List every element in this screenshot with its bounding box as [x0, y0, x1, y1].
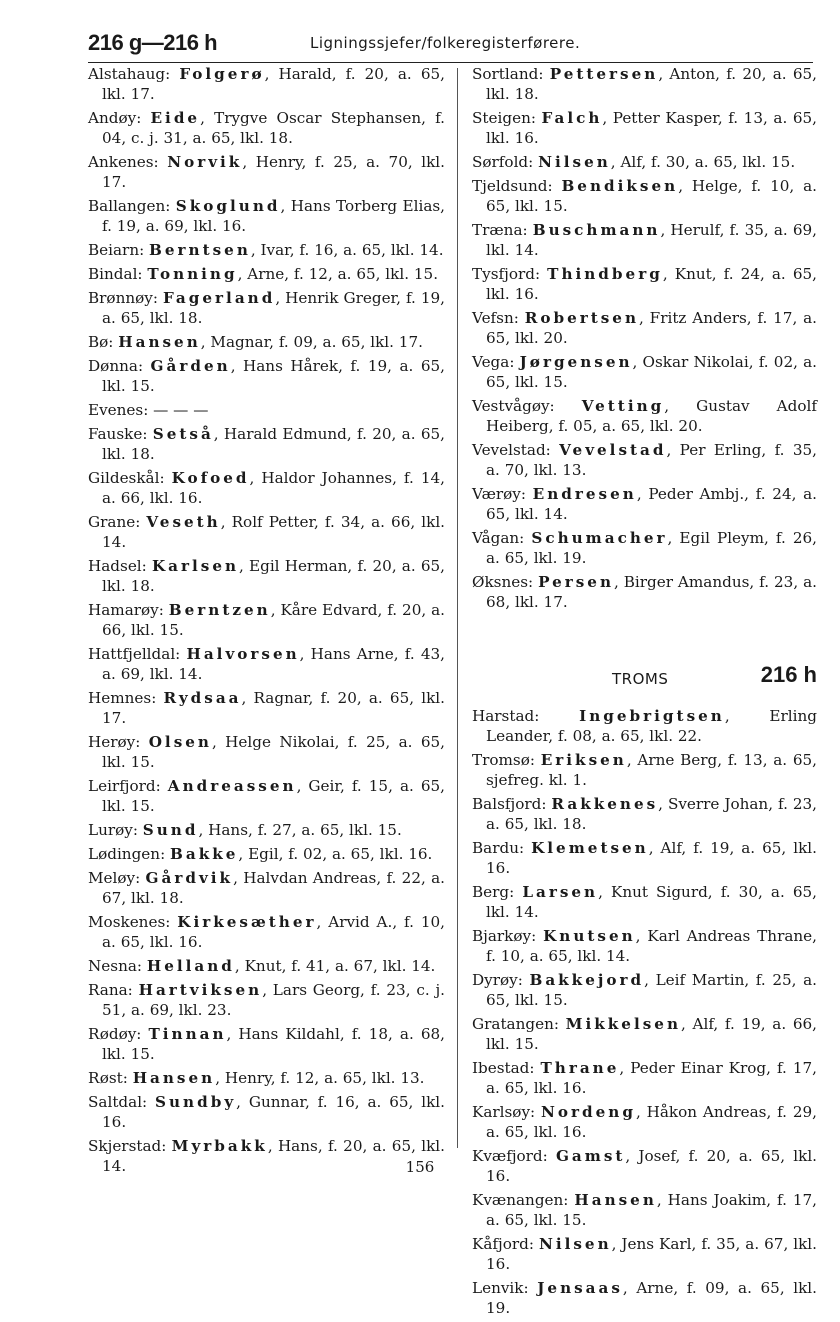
entry-details: , Hans, f. 27, a. 65, lkl. 15. [198, 821, 402, 839]
directory-entry [88, 776, 445, 816]
municipality-label: Brønnøy: [88, 289, 163, 307]
entry-details: , Knut Sigurd, f. 30, a. 65, lkl. 14. [486, 883, 817, 921]
municipality-label: Meløy: [88, 869, 146, 887]
municipality-label: Skjerstad: [88, 1137, 172, 1155]
surname: Karlsen [151, 557, 240, 575]
directory-entry [88, 288, 445, 328]
directory-entry [472, 264, 817, 304]
section-code: 216 g—216 h [88, 30, 218, 55]
page-number: 156 [405, 1158, 435, 1176]
directory-entry [88, 468, 445, 508]
county-title: TROMS [612, 670, 669, 688]
municipality-label: Leirfjord: [88, 777, 168, 795]
surname: Thrane [540, 1059, 620, 1077]
surname: Robertsen [524, 309, 640, 327]
municipality-label: Træna: [472, 221, 533, 239]
directory-entry [472, 838, 817, 878]
municipality-label: Gildeskål: [88, 469, 172, 487]
directory-entry [88, 868, 445, 908]
surname: Sund [142, 821, 199, 839]
directory-entry [472, 108, 817, 148]
entry-details: , Trygve Oscar Stephansen, f. 04, c. j. 31, a. 65, lkl. 18. [102, 109, 445, 147]
surname: Bakkejord [529, 971, 645, 989]
entry-details: , Per Erling, f. 35, a. 70, lkl. 13. [486, 441, 817, 479]
municipality-label: Berg: [472, 883, 523, 901]
surname: Hansen [574, 1191, 657, 1209]
surname: Nilsen [538, 1235, 612, 1253]
surname: Hartviksen [138, 981, 263, 999]
entry-details: , Kåre Edvard, f. 20, a. 66, lkl. 15. [102, 601, 446, 639]
municipality-label: Vega: [472, 353, 520, 371]
entry-details: , Henry, f. 25, a. 70, lkl. 17. [102, 153, 445, 191]
directory-entry [472, 176, 817, 216]
municipality-label: Hattfjelldal: [88, 645, 187, 663]
entry-details: , Hans Hårek, f. 19, a. 65, lkl. 15. [102, 357, 445, 395]
surname: Tonning [147, 265, 238, 283]
entry-details: , Hans Torberg Elias, f. 19, a. 69, lkl. 16. [102, 197, 445, 235]
municipality-label: Bjarkøy: [472, 927, 544, 945]
left-column [88, 64, 445, 1180]
municipality-label: Røst: [88, 1069, 133, 1087]
directory-entry [472, 1234, 817, 1274]
municipality-label: Rana: [88, 981, 139, 999]
municipality-label: Dønna: [88, 357, 151, 375]
entry-details: , Hans Joakim, f. 17, a. 65, lkl. 15. [486, 1191, 817, 1229]
entry-details: , Anton, f. 20, a. 65, lkl. 18. [486, 65, 818, 103]
municipality-label: Herøy: [88, 733, 149, 751]
directory-entry [88, 556, 445, 596]
entry-details: , Ivar, f. 16, a. 65, lkl. 14. [250, 241, 444, 259]
municipality-label: Hemnes: [88, 689, 164, 707]
surname: Gårdvik [145, 869, 234, 887]
surname: Norvik [167, 153, 243, 171]
entry-details: , Fritz Anders, f. 17, a. 65, lkl. 20. [486, 309, 817, 347]
surname: Olsen [148, 733, 212, 751]
surname: Falch [541, 109, 603, 127]
surname: Kofoed [171, 469, 250, 487]
municipality-label: Tjeldsund: [472, 177, 562, 195]
municipality-label: Fauske: [88, 425, 153, 443]
directory-entry [472, 1278, 817, 1318]
municipality-label: Bardu: [472, 839, 532, 857]
surname: Gården [150, 357, 231, 375]
municipality-label: Nesna: [88, 957, 147, 975]
surname: Hansen [132, 1069, 216, 1087]
surname: Jørgensen [519, 353, 633, 371]
directory-entry [88, 152, 445, 192]
directory-entry [88, 240, 445, 260]
surname: Bendiksen [561, 177, 679, 195]
municipality-label: Kvæfjord: [472, 1147, 556, 1165]
entry-details: , Sverre Johan, f. 23, a. 65, lkl. 18. [486, 795, 817, 833]
entry-details: , Peder Einar Krog, f. 17, a. 65, lkl. 16. [486, 1059, 817, 1097]
directory-entry [88, 108, 445, 148]
entry-details: , Henrik Greger, f. 19, a. 65, lkl. 18. [102, 289, 446, 327]
entry-details: , Hans, f. 20, a. 65, lkl. 14. [102, 1137, 445, 1175]
municipality-label: Værøy: [472, 485, 533, 503]
entry-details: , Harald, f. 20, a. 65, lkl. 17. [102, 65, 445, 103]
directory-entry [88, 912, 445, 952]
entry-details: — — — [153, 401, 209, 419]
entry-details: , Arne, f. 09, a. 65, lkl. 19. [486, 1279, 817, 1317]
entry-details: , Hans Kildahl, f. 18, a. 68, lkl. 15. [102, 1025, 445, 1063]
entry-details: , Alf, f. 19, a. 65, lkl. 16. [486, 839, 817, 877]
entry-details: , Karl Andreas Thrane, f. 10, a. 65, lkl. 14. [486, 927, 817, 965]
municipality-label: Ibestad: [472, 1059, 541, 1077]
surname: Buschmann [532, 221, 661, 239]
entry-details: , Helge, f. 10, a. 65, lkl. 15. [486, 177, 817, 215]
surname: Larsen [522, 883, 599, 901]
surname: Kirkesæther [177, 913, 317, 931]
directory-entry [472, 1014, 817, 1054]
municipality-label: Kvænangen: [472, 1191, 575, 1209]
entry-details: , Peder Ambj., f. 24, a. 65, lkl. 14. [486, 485, 818, 523]
municipality-label: Bø: [88, 333, 119, 351]
surname: Tinnan [148, 1025, 227, 1043]
directory-entry [472, 220, 817, 260]
directory-entry [88, 1068, 445, 1088]
entry-details: , Petter Kasper, f. 13, a. 65, lkl. 16. [486, 109, 817, 147]
entry-details: , Henry, f. 12, a. 65, lkl. 13. [215, 1069, 425, 1087]
surname: Eide [150, 109, 201, 127]
entry-details: , Herulf, f. 35, a. 69, lkl. 14. [486, 221, 817, 259]
surname: Pettersen [549, 65, 659, 83]
municipality-label: Sørfold: [472, 153, 539, 171]
municipality-label: Ballangen: [88, 197, 176, 215]
municipality-label: Hadsel: [88, 557, 152, 575]
directory-entry [472, 440, 817, 480]
surname: Vevelstad [559, 441, 667, 459]
surname: Bakke [170, 845, 239, 863]
municipality-label: Sortland: [472, 65, 550, 83]
directory-entry [472, 572, 817, 612]
municipality-label: Gratangen: [472, 1015, 566, 1033]
entry-details: , Egil Herman, f. 20, a. 65, lkl. 18. [102, 557, 445, 595]
entry-details: , Alf, f. 19, a. 66, lkl. 15. [486, 1015, 817, 1053]
directory-entry [472, 64, 817, 104]
surname: Jensaas [537, 1279, 623, 1297]
directory-entry [472, 484, 817, 524]
entry-details: , Haldor Johannes, f. 14, a. 66, lkl. 16. [102, 469, 445, 507]
municipality-label: Harstad: [472, 707, 580, 725]
directory-entry [472, 352, 817, 392]
entry-details: , Egil Pleym, f. 26, a. 65, lkl. 19. [486, 529, 817, 567]
municipality-label: Bindal: [88, 265, 148, 283]
municipality-label: Alstahaug: [88, 65, 180, 83]
entry-details: , Jens Karl, f. 35, a. 67, lkl. 16. [486, 1235, 817, 1273]
municipality-label: Grane: [88, 513, 147, 531]
surname: Rydsaa [163, 689, 242, 707]
municipality-label: Hamarøy: [88, 601, 169, 619]
surname: Setså [152, 425, 214, 443]
surname: Knutsen [543, 927, 636, 945]
municipality-label: Tysfjord: [472, 265, 548, 283]
directory-entry [472, 152, 817, 172]
municipality-label: Rødøy: [88, 1025, 149, 1043]
surname: Berntsen [149, 241, 251, 259]
entry-details: , Knut, f. 24, a. 65, lkl. 16. [486, 265, 817, 303]
surname: Eriksen [540, 751, 627, 769]
municipality-label: Balsfjord: [472, 795, 552, 813]
entry-details: , Arvid A., f. 10, a. 65, lkl. 16. [102, 913, 445, 951]
entry-details: , Knut, f. 41, a. 67, lkl. 14. [234, 957, 436, 975]
entry-details: , Birger Amandus, f. 23, a. 68, lkl. 17. [486, 573, 817, 611]
surname: Schumacher [531, 529, 668, 547]
directory-entry [472, 1058, 817, 1098]
directory-entry [472, 1190, 817, 1230]
surname: Thindberg [547, 265, 663, 283]
surname: Mikkelsen [565, 1015, 681, 1033]
directory-entry [472, 926, 817, 966]
entry-details: , Oskar Nikolai, f. 02, a. 65, lkl. 15. [486, 353, 817, 391]
municipality-label: Vefsn: [472, 309, 525, 327]
surname: Halvorsen [186, 645, 300, 663]
municipality-label: Ankenes: [88, 153, 168, 171]
directory-entry [472, 528, 817, 568]
directory-entry [88, 600, 445, 640]
directory-entry [88, 1092, 445, 1132]
directory-entry [88, 844, 445, 864]
surname: Andreassen [167, 777, 297, 795]
directory-entry [88, 512, 445, 552]
surname: Folgerø [179, 65, 265, 83]
surname: Sundby [155, 1093, 237, 1111]
entry-details: , Håkon Andreas, f. 29, a. 65, lkl. 16. [486, 1103, 817, 1141]
column-divider [457, 68, 458, 1148]
directory-entry [88, 64, 445, 104]
surname: Helland [146, 957, 235, 975]
municipality-label: Evenes: [88, 401, 154, 419]
troms-section-heading [472, 662, 817, 702]
municipality-label: Saltdal: [88, 1093, 156, 1111]
directory-entry [472, 706, 817, 746]
municipality-label: Lenvik: [472, 1279, 538, 1297]
municipality-label: Vestvågøy: [472, 397, 582, 415]
municipality-label: Beiarn: [88, 241, 150, 259]
directory-entry [88, 688, 445, 728]
entry-details: , Josef, f. 20, a. 65, lkl. 16. [486, 1147, 817, 1185]
directory-entry [88, 732, 445, 772]
directory-entry [88, 400, 445, 420]
surname: Endresen [532, 485, 637, 503]
directory-entry [88, 196, 445, 236]
municipality-label: Steigen: [472, 109, 542, 127]
surname: Persen [538, 573, 614, 591]
directory-entry [88, 644, 445, 684]
entry-details: , Ragnar, f. 20, a. 65, lkl. 17. [102, 689, 445, 727]
surname: Hansen [118, 333, 201, 351]
surname: Nordeng [540, 1103, 636, 1121]
directory-entry [472, 750, 817, 790]
entry-details: , Halvdan Andreas, f. 22, a. 67, lkl. 18. [102, 869, 445, 907]
directory-entry [88, 332, 445, 352]
directory-entry [472, 396, 817, 436]
entry-details: , Alf, f. 30, a. 65, lkl. 15. [610, 153, 796, 171]
municipality-label: Karlsøy: [472, 1103, 541, 1121]
surname: Klemetsen [531, 839, 649, 857]
directory-entry [88, 356, 445, 396]
municipality-label: Vågan: [472, 529, 532, 547]
surname: Rakkenes [551, 795, 659, 813]
entry-details: , Arne Berg, f. 13, a. 65, sjefreg. kl. 1. [486, 751, 817, 789]
entry-details: , Magnar, f. 09, a. 65, lkl. 17. [200, 333, 423, 351]
directory-entry [472, 794, 817, 834]
municipality-label: Øksnes: [472, 573, 539, 591]
entry-details: , Leif Martin, f. 25, a. 65, lkl. 15. [486, 971, 817, 1009]
municipality-label: Andøy: [88, 109, 151, 127]
entry-details: , Helge Nikolai, f. 25, a. 65, lkl. 15. [102, 733, 445, 771]
surname: Myrbakk [171, 1137, 268, 1155]
directory-entry [88, 1024, 445, 1064]
municipality-label: Dyrøy: [472, 971, 530, 989]
municipality-label: Kåfjord: [472, 1235, 539, 1253]
right-column [472, 64, 817, 1322]
directory-entry [472, 970, 817, 1010]
entry-details: , Gustav Adolf Heiberg, f. 05, a. 65, lkl. 20. [486, 397, 817, 435]
surname: Nilsen [538, 153, 611, 171]
municipality-label: Tromsø: [472, 751, 541, 769]
page-title: Ligningssjefer/folkeregisterførere. [310, 34, 581, 52]
entry-details: , Harald Edmund, f. 20, a. 65, lkl. 18. [102, 425, 446, 463]
municipality-label: Vevelstad: [472, 441, 560, 459]
directory-entry [88, 264, 445, 284]
surname: Ingebrigtsen [579, 707, 725, 725]
entry-details: , Gunnar, f. 16, a. 65, lkl. 16. [102, 1093, 445, 1131]
directory-entry [472, 882, 817, 922]
municipality-label: Moskenes: [88, 913, 178, 931]
page-header [88, 30, 813, 63]
surname: Berntzen [168, 601, 271, 619]
entry-details: , Rolf Petter, f. 34, a. 66, lkl. 14. [102, 513, 446, 551]
surname: Fagerland [162, 289, 276, 307]
entry-details: , Arne, f. 12, a. 65, lkl. 15. [237, 265, 439, 283]
municipality-label: Lødingen: [88, 845, 171, 863]
entry-details: , Geir, f. 15, a. 65, lkl. 15. [102, 777, 445, 815]
entry-details: , Egil, f. 02, a. 65, lkl. 16. [238, 845, 433, 863]
entry-details: , Lars Georg, f. 23, c. j. 51, a. 69, lkl. 23. [102, 981, 445, 1019]
entry-details: , Erling Leander, f. 08, a. 65, lkl. 22. [486, 707, 817, 745]
county-code: 216 h [760, 662, 817, 687]
surname: Gamst [555, 1147, 626, 1165]
surname: Skoglund [175, 197, 281, 215]
directory-entry [472, 308, 817, 348]
directory-entry [88, 980, 445, 1020]
directory-entry [88, 956, 445, 976]
directory-entry [88, 820, 445, 840]
municipality-label: Lurøy: [88, 821, 143, 839]
directory-entry [472, 1102, 817, 1142]
surname: Vetting [581, 397, 665, 415]
directory-entry [88, 424, 445, 464]
surname: Veseth [146, 513, 221, 531]
entry-details: , Hans Arne, f. 43, a. 69, lkl. 14. [102, 645, 445, 683]
